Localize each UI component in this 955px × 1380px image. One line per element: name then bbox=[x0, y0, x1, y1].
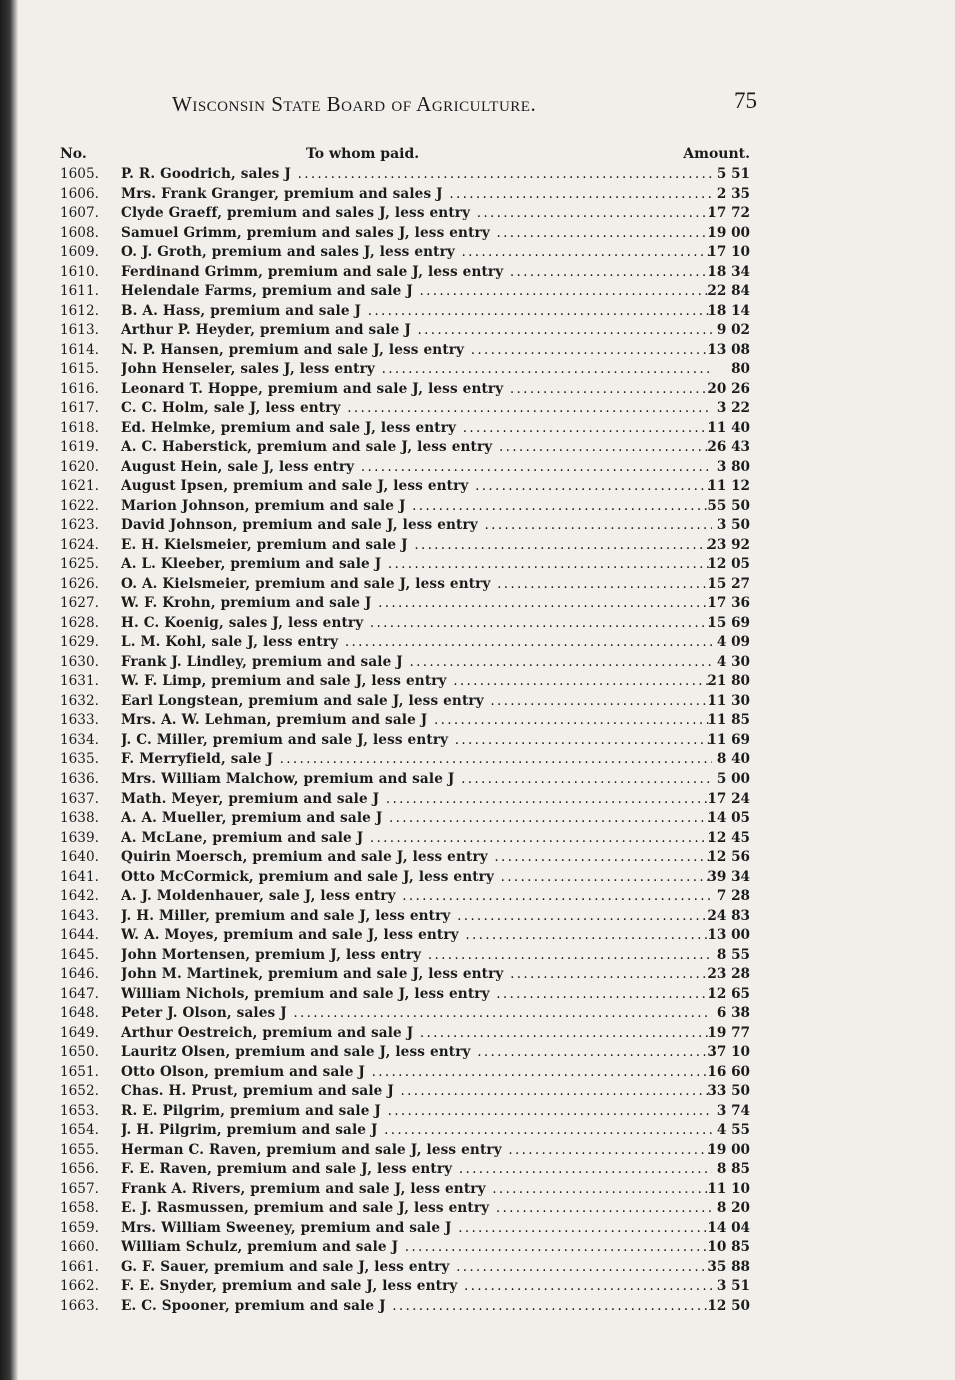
voucher-number: 1622. bbox=[60, 497, 99, 514]
payee-entry: E. H. Kielsmeier, premium and sale J ..... bbox=[121, 536, 712, 556]
voucher-number: 1615. bbox=[60, 361, 99, 378]
payee-entry: L. M. Kohl, sale J, less entry ..... bbox=[121, 633, 712, 653]
table-row bbox=[60, 750, 750, 770]
voucher-number: 1628. bbox=[60, 614, 99, 631]
table-row bbox=[60, 633, 750, 653]
voucher-number: 1643. bbox=[60, 907, 99, 924]
amount-value: 18 14 bbox=[707, 302, 750, 319]
amount-value: 33 50 bbox=[707, 1083, 750, 1100]
amount-value: 20 26 bbox=[707, 380, 750, 397]
table-row bbox=[60, 692, 750, 712]
table-row bbox=[60, 536, 750, 556]
table-row bbox=[60, 790, 750, 810]
amount-value: 3 22 bbox=[716, 400, 750, 417]
voucher-number: 1663. bbox=[60, 1297, 99, 1314]
payee-entry: G. F. Sauer, premium and sale J, less entry ..... bbox=[121, 1258, 712, 1278]
voucher-number: 1642. bbox=[60, 888, 99, 905]
table-row bbox=[60, 243, 750, 263]
payee-entry: Chas. H. Prust, premium and sale J ..... bbox=[121, 1082, 712, 1102]
payee-entry: C. C. Holm, sale J, less entry ..... bbox=[121, 399, 712, 419]
payee-entry: E. J. Rasmussen, premium and sale J, less entry ..... bbox=[121, 1199, 712, 1219]
payee-entry: Samuel Grimm, premium and sales J, less entry ..... bbox=[121, 224, 712, 244]
payee-entry: J. H. Miller, premium and sale J, less entry ..... bbox=[121, 907, 712, 927]
payee-entry: August Ipsen, premium and sale J, less entry ..... bbox=[121, 477, 712, 497]
payee-entry: Mrs. Frank Granger, premium and sales J ..... bbox=[121, 185, 712, 205]
amount-value: 39 34 bbox=[707, 868, 750, 885]
amount-value: 17 10 bbox=[707, 244, 750, 261]
payee-entry: A. McLane, premium and sale J ..... bbox=[121, 829, 712, 849]
table-row bbox=[60, 1219, 750, 1239]
amount-value: 14 04 bbox=[707, 1219, 750, 1236]
table-row bbox=[60, 1063, 750, 1083]
amount-value: 12 50 bbox=[707, 1297, 750, 1314]
payee-entry: Otto Olson, premium and sale J ..... bbox=[121, 1063, 712, 1083]
voucher-number: 1631. bbox=[60, 673, 99, 690]
payee-entry: A. C. Haberstick, premium and sale J, less entry ..... bbox=[121, 438, 712, 458]
table-row bbox=[60, 204, 750, 224]
amount-value: 12 45 bbox=[707, 829, 750, 846]
voucher-number: 1621. bbox=[60, 478, 99, 495]
payee-entry: W. F. Krohn, premium and sale J ..... bbox=[121, 594, 712, 614]
payee-entry: Marion Johnson, premium and sale J ..... bbox=[121, 497, 712, 517]
payee-entry: Earl Longstean, premium and sale J, less entry ..... bbox=[121, 692, 712, 712]
voucher-number: 1619. bbox=[60, 439, 99, 456]
voucher-number: 1653. bbox=[60, 1102, 99, 1119]
amount-value: 16 60 bbox=[707, 1063, 750, 1080]
amount-value: 80 bbox=[731, 361, 750, 378]
table-row bbox=[60, 458, 750, 478]
table-row bbox=[60, 224, 750, 244]
table-row bbox=[60, 1004, 750, 1024]
amount-value: 3 74 bbox=[716, 1102, 750, 1119]
voucher-number: 1644. bbox=[60, 927, 99, 944]
payee-entry: Mrs. A. W. Lehman, premium and sale J ..... bbox=[121, 711, 712, 731]
amount-value: 4 30 bbox=[716, 653, 750, 670]
amount-value: 11 30 bbox=[707, 692, 750, 709]
payee-entry: F. Merryfield, sale J ..... bbox=[121, 750, 712, 770]
table-row bbox=[60, 770, 750, 790]
payee-entry: William Schulz, premium and sale J ..... bbox=[121, 1238, 712, 1258]
payee-entry: P. R. Goodrich, sales J ..... bbox=[121, 165, 712, 185]
voucher-number: 1614. bbox=[60, 341, 99, 358]
table-row bbox=[60, 614, 750, 634]
voucher-number: 1629. bbox=[60, 634, 99, 651]
voucher-number: 1641. bbox=[60, 868, 99, 885]
amount-value: 55 50 bbox=[707, 497, 750, 514]
voucher-number: 1607. bbox=[60, 205, 99, 222]
payee-entry: John M. Martinek, premium and sale J, less entry ..... bbox=[121, 965, 712, 985]
payee-entry: E. C. Spooner, premium and sale J ..... bbox=[121, 1297, 712, 1317]
amount-value: 12 05 bbox=[707, 556, 750, 573]
table-row bbox=[60, 263, 750, 283]
table-row bbox=[60, 887, 750, 907]
voucher-number: 1638. bbox=[60, 810, 99, 827]
payee-entry: Frank A. Rivers, premium and sale J, less entry ..... bbox=[121, 1180, 712, 1200]
payee-entry: A. J. Moldenhauer, sale J, less entry ..... bbox=[121, 887, 712, 907]
amount-value: 5 51 bbox=[716, 166, 750, 182]
table-row bbox=[60, 399, 750, 419]
amount-value: 6 38 bbox=[716, 1005, 750, 1022]
voucher-number: 1649. bbox=[60, 1024, 99, 1041]
payee-entry: A. A. Mueller, premium and sale J ..... bbox=[121, 809, 712, 829]
amount-value: 11 85 bbox=[707, 712, 750, 729]
amount-value: 17 24 bbox=[707, 790, 750, 807]
amount-value: 23 92 bbox=[707, 536, 750, 553]
voucher-number: 1618. bbox=[60, 419, 99, 436]
page-number: 75 bbox=[734, 88, 757, 113]
table-row bbox=[60, 985, 750, 1005]
voucher-number: 1651. bbox=[60, 1063, 99, 1080]
payee-entry: Peter J. Olson, sales J ..... bbox=[121, 1004, 712, 1024]
payee-entry: J. C. Miller, premium and sale J, less entry ..... bbox=[121, 731, 712, 751]
voucher-number: 1623. bbox=[60, 517, 99, 534]
amount-value: 12 65 bbox=[707, 985, 750, 1002]
table-row bbox=[60, 926, 750, 946]
amount-value: 19 00 bbox=[707, 1141, 750, 1158]
amount-value: 17 72 bbox=[707, 205, 750, 222]
table-row bbox=[60, 1024, 750, 1044]
voucher-number: 1625. bbox=[60, 556, 99, 573]
table-row bbox=[60, 419, 750, 439]
table-row bbox=[60, 965, 750, 985]
page-header bbox=[172, 88, 757, 124]
voucher-number: 1656. bbox=[60, 1161, 99, 1178]
voucher-number: 1616. bbox=[60, 380, 99, 397]
voucher-number: 1660. bbox=[60, 1239, 99, 1256]
amount-value: 9 02 bbox=[716, 322, 750, 339]
amount-value: 8 20 bbox=[716, 1200, 750, 1217]
voucher-number: 1611. bbox=[60, 283, 99, 300]
table-row bbox=[60, 1160, 750, 1180]
table-row bbox=[60, 1121, 750, 1141]
amount-value: 17 36 bbox=[707, 595, 750, 612]
payee-entry: F. E. Raven, premium and sale J, less entry ..... bbox=[121, 1160, 712, 1180]
amount-value: 24 83 bbox=[707, 907, 750, 924]
amount-value: 18 34 bbox=[707, 263, 750, 280]
table-row bbox=[60, 302, 750, 322]
voucher-number: 1639. bbox=[60, 829, 99, 846]
voucher-number: 1662. bbox=[60, 1278, 99, 1295]
voucher-number: 1654. bbox=[60, 1122, 99, 1139]
payee-entry: Quirin Moersch, premium and sale J, less entry ..... bbox=[121, 848, 712, 868]
table-row bbox=[60, 907, 750, 927]
payee-entry: Frank J. Lindley, premium and sale J ..... bbox=[121, 653, 712, 673]
voucher-number: 1634. bbox=[60, 731, 99, 748]
running-head: Wisconsin State Board of Agriculture. bbox=[172, 92, 537, 116]
voucher-number: 1605. bbox=[60, 166, 99, 182]
table-row bbox=[60, 380, 750, 400]
payee-entry: Arthur P. Heyder, premium and sale J ..... bbox=[121, 321, 712, 341]
amount-value: 12 56 bbox=[707, 849, 750, 866]
table-row bbox=[60, 282, 750, 302]
payee-entry: O. J. Groth, premium and sales J, less entry ..... bbox=[121, 243, 712, 263]
table-row bbox=[60, 497, 750, 517]
payee-entry: J. H. Pilgrim, premium and sale J ..... bbox=[121, 1121, 712, 1141]
payee-entry: Arthur Oestreich, premium and sale J ..... bbox=[121, 1024, 712, 1044]
voucher-number: 1610. bbox=[60, 263, 99, 280]
amount-value: 15 27 bbox=[707, 575, 750, 592]
amount-value: 8 40 bbox=[716, 751, 750, 768]
voucher-number: 1655. bbox=[60, 1141, 99, 1158]
table-row bbox=[60, 672, 750, 692]
table-row bbox=[60, 438, 750, 458]
voucher-number: 1633. bbox=[60, 712, 99, 729]
table-row bbox=[60, 946, 750, 966]
payee-entry: W. A. Moyes, premium and sale J, less entry ..... bbox=[121, 926, 712, 946]
amount-value: 3 50 bbox=[716, 517, 750, 534]
voucher-number: 1620. bbox=[60, 458, 99, 475]
amount-value: 4 55 bbox=[716, 1122, 750, 1139]
table-row bbox=[60, 1238, 750, 1258]
table-row bbox=[60, 1258, 750, 1278]
amount-value: 19 77 bbox=[707, 1024, 750, 1041]
voucher-number: 1609. bbox=[60, 244, 99, 261]
payee-entry: O. A. Kielsmeier, premium and sale J, less entry ..... bbox=[121, 575, 712, 595]
voucher-number: 1652. bbox=[60, 1083, 99, 1100]
amount-value: 7 28 bbox=[716, 888, 750, 905]
voucher-number: 1608. bbox=[60, 224, 99, 241]
table-row bbox=[60, 321, 750, 341]
amount-value: 37 10 bbox=[707, 1044, 750, 1061]
amount-value: 11 69 bbox=[707, 731, 750, 748]
amount-value: 3 51 bbox=[716, 1278, 750, 1295]
voucher-number: 1657. bbox=[60, 1180, 99, 1197]
amount-value: 35 88 bbox=[707, 1258, 750, 1275]
payee-entry: R. E. Pilgrim, premium and sale J ..... bbox=[121, 1102, 712, 1122]
amount-value: 8 55 bbox=[716, 946, 750, 963]
voucher-number: 1632. bbox=[60, 692, 99, 709]
payee-entry: Math. Meyer, premium and sale J ..... bbox=[121, 790, 712, 810]
payee-entry: W. F. Limp, premium and sale J, less entry ..... bbox=[121, 672, 712, 692]
table-row bbox=[60, 1297, 750, 1317]
payee-entry: Ed. Helmke, premium and sale J, less entry ..... bbox=[121, 419, 712, 439]
payee-entry: William Nichols, premium and sale J, less entry ..... bbox=[121, 985, 712, 1005]
payee-entry: Herman C. Raven, premium and sale J, less entry ..... bbox=[121, 1141, 712, 1161]
payee-entry: Leonard T. Hoppe, premium and sale J, less entry ..... bbox=[121, 380, 712, 400]
table-row bbox=[60, 1180, 750, 1200]
table-row bbox=[60, 185, 750, 205]
table-row bbox=[60, 731, 750, 751]
amount-value: 23 28 bbox=[707, 966, 750, 983]
payee-entry: Ferdinand Grimm, premium and sale J, less entry ..... bbox=[121, 263, 712, 283]
table-row bbox=[60, 555, 750, 575]
voucher-number: 1627. bbox=[60, 595, 99, 612]
voucher-number: 1612. bbox=[60, 302, 99, 319]
column-header-amount: Amount. bbox=[683, 146, 750, 162]
voucher-number: 1635. bbox=[60, 751, 99, 768]
table-row bbox=[60, 165, 750, 185]
voucher-number: 1624. bbox=[60, 536, 99, 553]
payee-entry: Mrs. William Sweeney, premium and sale J ..... bbox=[121, 1219, 712, 1239]
payee-entry: F. E. Snyder, premium and sale J, less entry ..... bbox=[121, 1277, 712, 1297]
amount-value: 22 84 bbox=[707, 283, 750, 300]
payee-entry: Clyde Graeff, premium and sales J, less entry ..... bbox=[121, 204, 712, 224]
amount-value: 3 80 bbox=[716, 458, 750, 475]
amount-value: 11 12 bbox=[707, 478, 750, 495]
amount-value: 13 00 bbox=[707, 927, 750, 944]
payee-entry: Lauritz Olsen, premium and sale J, less entry ..... bbox=[121, 1043, 712, 1063]
voucher-number: 1613. bbox=[60, 322, 99, 339]
amount-value: 26 43 bbox=[707, 439, 750, 456]
table-row bbox=[60, 868, 750, 888]
voucher-number: 1630. bbox=[60, 653, 99, 670]
amount-value: 5 00 bbox=[716, 770, 750, 787]
voucher-number: 1645. bbox=[60, 946, 99, 963]
voucher-number: 1659. bbox=[60, 1219, 99, 1236]
table-row bbox=[60, 1082, 750, 1102]
column-headers bbox=[60, 146, 750, 166]
amount-value: 21 80 bbox=[707, 673, 750, 690]
voucher-number: 1658. bbox=[60, 1200, 99, 1217]
table-row bbox=[60, 829, 750, 849]
payee-entry: Mrs. William Malchow, premium and sale J ..... bbox=[121, 770, 712, 790]
payee-entry: Otto McCormick, premium and sale J, less entry ..... bbox=[121, 868, 712, 888]
payee-entry: H. C. Koenig, sales J, less entry ..... bbox=[121, 614, 712, 634]
amount-value: 10 85 bbox=[707, 1239, 750, 1256]
table-row bbox=[60, 809, 750, 829]
table-row bbox=[60, 1043, 750, 1063]
payment-list bbox=[60, 165, 750, 1316]
voucher-number: 1617. bbox=[60, 400, 99, 417]
amount-value: 15 69 bbox=[707, 614, 750, 631]
voucher-number: 1626. bbox=[60, 575, 99, 592]
table-row bbox=[60, 653, 750, 673]
payee-entry: John Mortensen, premium J, less entry ..... bbox=[121, 946, 712, 966]
amount-value: 14 05 bbox=[707, 810, 750, 827]
voucher-number: 1640. bbox=[60, 849, 99, 866]
payee-entry: John Henseler, sales J, less entry ..... bbox=[121, 360, 712, 380]
table-row bbox=[60, 1141, 750, 1161]
amount-value: 2 35 bbox=[716, 185, 750, 202]
table-row bbox=[60, 341, 750, 361]
amount-value: 11 10 bbox=[707, 1180, 750, 1197]
voucher-number: 1637. bbox=[60, 790, 99, 807]
voucher-number: 1661. bbox=[60, 1258, 99, 1275]
amount-value: 13 08 bbox=[707, 341, 750, 358]
amount-value: 11 40 bbox=[707, 419, 750, 436]
payee-entry: Helendale Farms, premium and sale J ..... bbox=[121, 282, 712, 302]
payee-entry: B. A. Hass, premium and sale J ..... bbox=[121, 302, 712, 322]
table-row bbox=[60, 848, 750, 868]
voucher-number: 1650. bbox=[60, 1044, 99, 1061]
table-row bbox=[60, 575, 750, 595]
amount-value: 8 85 bbox=[716, 1161, 750, 1178]
column-header-no: No. bbox=[60, 146, 87, 162]
voucher-number: 1646. bbox=[60, 966, 99, 983]
table-row bbox=[60, 1102, 750, 1122]
amount-value: 19 00 bbox=[707, 224, 750, 241]
table-row bbox=[60, 516, 750, 536]
table-row bbox=[60, 1277, 750, 1297]
book-spine-shadow bbox=[0, 0, 18, 1380]
amount-value: 4 09 bbox=[716, 634, 750, 651]
voucher-number: 1647. bbox=[60, 985, 99, 1002]
table-row bbox=[60, 360, 750, 380]
voucher-number: 1606. bbox=[60, 185, 99, 202]
table-row bbox=[60, 594, 750, 614]
payee-entry: August Hein, sale J, less entry ..... bbox=[121, 458, 712, 478]
voucher-number: 1636. bbox=[60, 770, 99, 787]
payee-entry: A. L. Kleeber, premium and sale J ..... bbox=[121, 555, 712, 575]
payee-entry: David Johnson, premium and sale J, less entry ..... bbox=[121, 516, 712, 536]
table-row bbox=[60, 1199, 750, 1219]
table-row bbox=[60, 711, 750, 731]
payee-entry: N. P. Hansen, premium and sale J, less entry ..... bbox=[121, 341, 712, 361]
column-header-to-whom-paid: To whom paid. bbox=[306, 146, 420, 162]
table-row bbox=[60, 477, 750, 497]
voucher-number: 1648. bbox=[60, 1005, 99, 1022]
